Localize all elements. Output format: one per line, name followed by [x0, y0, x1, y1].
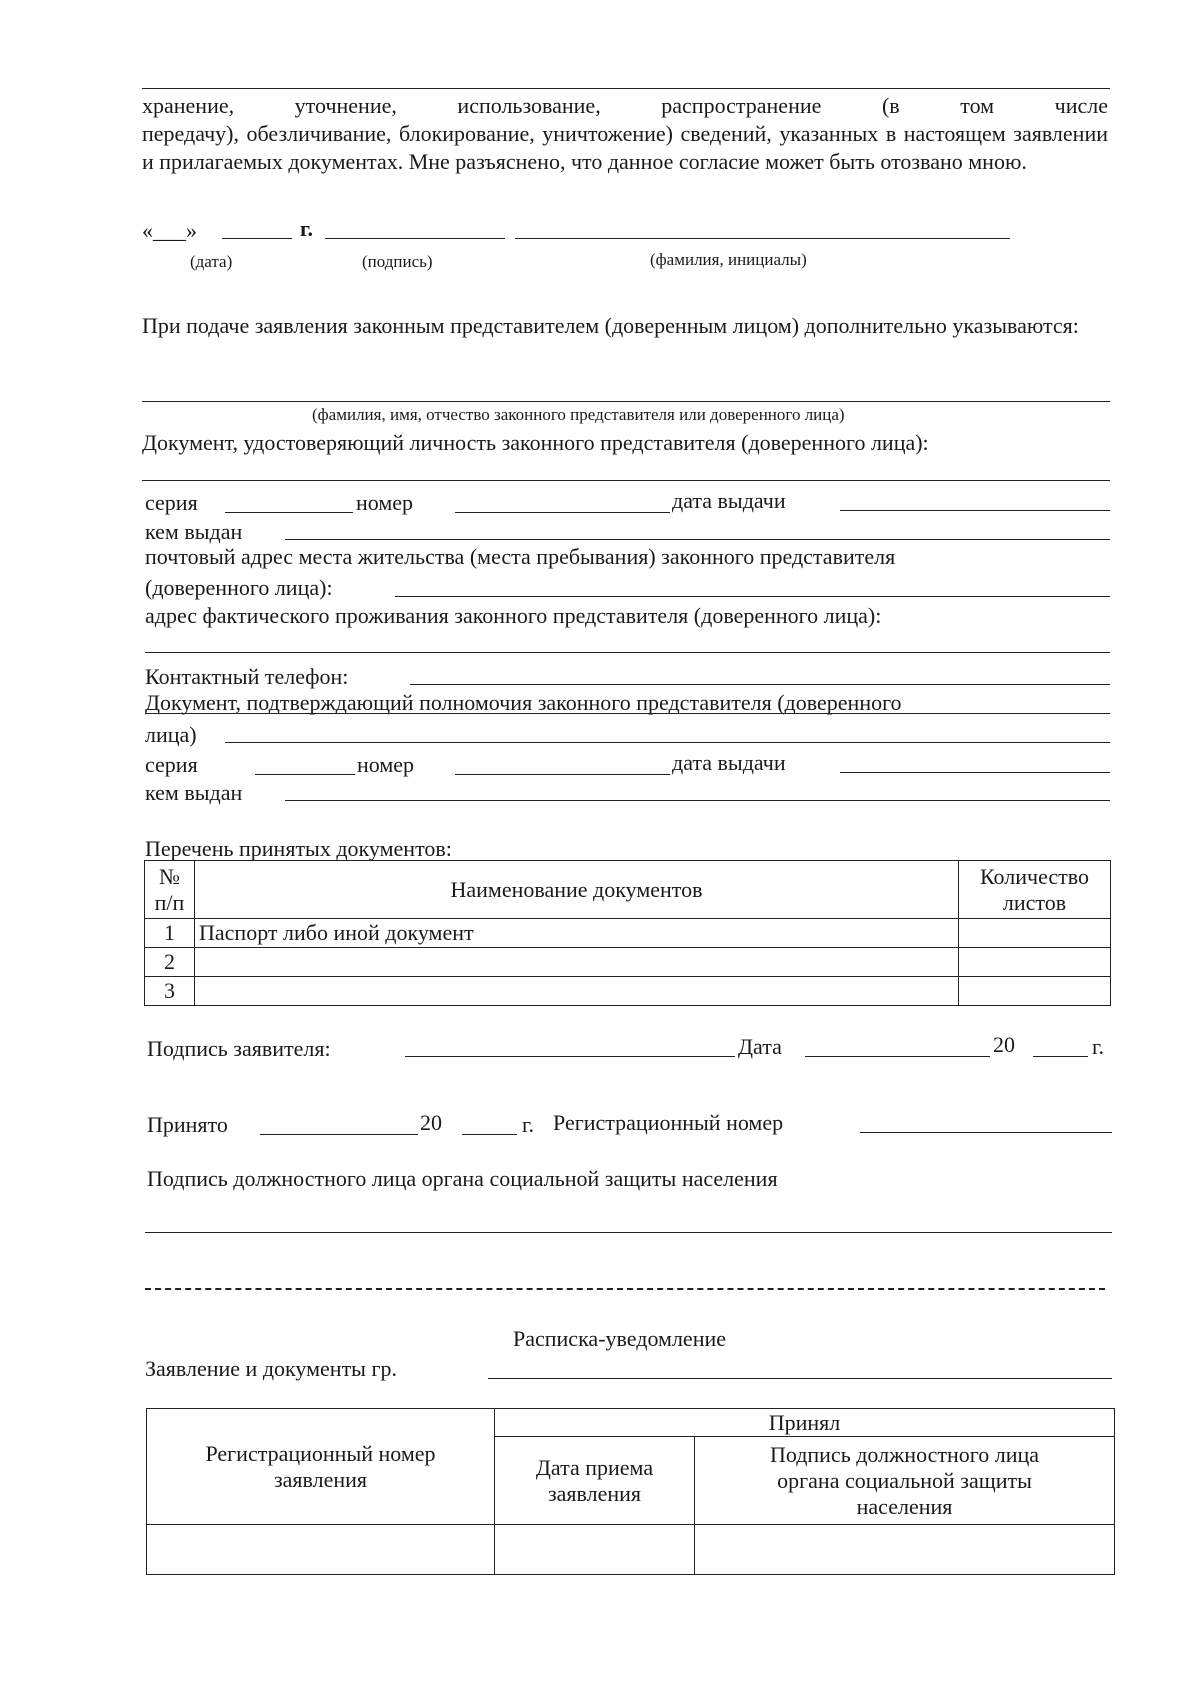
- applicant-signature-line[interactable]: [405, 1056, 735, 1057]
- year-prefix: 20: [993, 1032, 1015, 1057]
- accepted-year-line[interactable]: [462, 1134, 517, 1135]
- top-rule: [142, 88, 1110, 89]
- consent-line-1: хранение, уточнение, использование, распространение (в том числе: [142, 93, 1108, 118]
- issued-by-label-2: кем выдан: [145, 780, 243, 805]
- caption-signature: (подпись): [362, 252, 433, 271]
- receipt-col-reg-number: Регистрационный номер заявления: [147, 1409, 495, 1525]
- row-name[interactable]: [195, 948, 959, 977]
- receipt-table: [146, 1408, 1115, 1575]
- number-label: номер: [356, 490, 414, 515]
- issued-by-line-2[interactable]: [285, 800, 1110, 801]
- representative-intro: При подаче заявления законным представителем (доверенным лицом) дополнительно указываются:: [142, 313, 1079, 338]
- registration-number-label: Регистрационный номер: [553, 1110, 784, 1135]
- row-sheets[interactable]: [959, 919, 1111, 948]
- accepted-label: Принято: [147, 1112, 228, 1137]
- issue-date-line-2[interactable]: [840, 772, 1110, 773]
- row-number: 2: [145, 948, 195, 977]
- table-row: [145, 977, 1111, 1006]
- caption-representative-fio: (фамилия, имя, отчество законного представителя или доверенного лица): [312, 405, 845, 424]
- receipt-signature-cell[interactable]: [695, 1525, 1115, 1575]
- accepted-year-prefix: 20: [420, 1110, 442, 1135]
- id-document-label: Документ, удостоверяющий личность законного представителя (доверенного лица):: [142, 430, 929, 455]
- authority-document-label-2: лица): [145, 722, 197, 747]
- receipt-col-date: Дата приема заявления: [495, 1437, 695, 1525]
- documents-table: [144, 860, 1111, 1006]
- series-line-2[interactable]: [255, 774, 355, 775]
- official-signature-line[interactable]: [145, 1232, 1112, 1233]
- actual-address-line[interactable]: [145, 652, 1110, 653]
- applicant-signature-label: Подпись заявителя:: [147, 1036, 331, 1061]
- id-document-line[interactable]: [142, 480, 1110, 481]
- issue-date-line[interactable]: [840, 510, 1110, 511]
- receipt-applicant-label: Заявление и документы гр.: [145, 1356, 397, 1381]
- date-month-line[interactable]: [222, 238, 292, 239]
- documents-title: Перечень принятых документов:: [145, 836, 452, 861]
- registration-number-line[interactable]: [860, 1132, 1112, 1133]
- receipt-applicant-line[interactable]: [488, 1378, 1112, 1379]
- actual-address-label: адрес фактического проживания законного представителя (доверенного лица):: [145, 603, 882, 628]
- receipt-date-cell[interactable]: [495, 1525, 695, 1575]
- number-line-2[interactable]: [455, 774, 670, 775]
- series-label-2: серия: [145, 752, 198, 777]
- table-row: [145, 948, 1111, 977]
- issued-by-line[interactable]: [285, 539, 1110, 540]
- phone-label: Контактный телефон:: [145, 664, 349, 689]
- accepted-year-suffix: г.: [522, 1112, 535, 1137]
- representative-fio-line[interactable]: [142, 401, 1110, 402]
- receipt-reg-number-cell[interactable]: [147, 1525, 495, 1575]
- row-number: 3: [145, 977, 195, 1006]
- postal-address-label-2: (доверенного лица):: [145, 575, 333, 600]
- postal-address-label: почтовый адрес места жительства (места пребывания) законного представителя: [145, 544, 896, 569]
- table-row: [145, 919, 1111, 948]
- receipt-title: Расписка-уведомление: [513, 1326, 727, 1351]
- consent-text: передачу), обезличивание, блокирование, уничтожение) сведений, указанных в настоящем заявлении и прилагаемых документах. Мне разъяснено, что данное согласие может быть отозвано мною.: [142, 121, 1108, 174]
- official-signature-label: Подпись должностного лица органа социальной защиты населения: [147, 1166, 778, 1191]
- accepted-date-line[interactable]: [260, 1134, 418, 1135]
- header-sheets: Количество листов: [959, 861, 1111, 919]
- receipt-col-signature: Подпись должностного лица органа социальной защиты населения: [695, 1437, 1115, 1525]
- number-line[interactable]: [455, 512, 670, 513]
- series-line[interactable]: [225, 512, 353, 513]
- authority-document-line-2[interactable]: [225, 742, 1110, 743]
- postal-address-line[interactable]: [395, 596, 1110, 597]
- year-suffix: г.: [300, 216, 314, 241]
- date-day-field[interactable]: «___»: [142, 218, 197, 243]
- header-number: № п/п: [145, 861, 195, 919]
- documents-header-row: [145, 861, 1111, 919]
- issued-by-label: кем выдан: [145, 519, 243, 544]
- row-name[interactable]: Паспорт либо иной документ: [195, 919, 959, 948]
- number-label-2: номер: [357, 752, 415, 777]
- caption-name: (фамилия, инициалы): [650, 250, 807, 269]
- row-sheets[interactable]: [959, 977, 1111, 1006]
- phone-line[interactable]: [410, 684, 1110, 685]
- receipt-header-row: [147, 1409, 1115, 1437]
- authority-document-label: Документ, подтверждающий полномочия законного представителя (доверенного: [145, 690, 902, 715]
- issue-date-label: дата выдачи: [672, 488, 786, 513]
- date-label: Дата: [738, 1034, 782, 1059]
- series-label: серия: [145, 490, 198, 515]
- row-sheets[interactable]: [959, 948, 1111, 977]
- date-line[interactable]: [805, 1056, 990, 1057]
- year-suffix-2: г.: [1092, 1034, 1105, 1059]
- receipt-col-accepted: Принял: [495, 1409, 1115, 1437]
- year-line[interactable]: [1033, 1056, 1088, 1057]
- row-name[interactable]: [195, 977, 959, 1006]
- name-initials-line[interactable]: [515, 238, 1010, 239]
- cut-line: [145, 1288, 1105, 1290]
- signature-line[interactable]: [325, 238, 505, 239]
- authority-document-line-1[interactable]: [145, 713, 1110, 714]
- caption-date: (дата): [190, 252, 233, 271]
- table-row: [147, 1525, 1115, 1575]
- header-name: Наименование документов: [195, 861, 959, 919]
- issue-date-label-2: дата выдачи: [672, 750, 786, 775]
- row-number: 1: [145, 919, 195, 948]
